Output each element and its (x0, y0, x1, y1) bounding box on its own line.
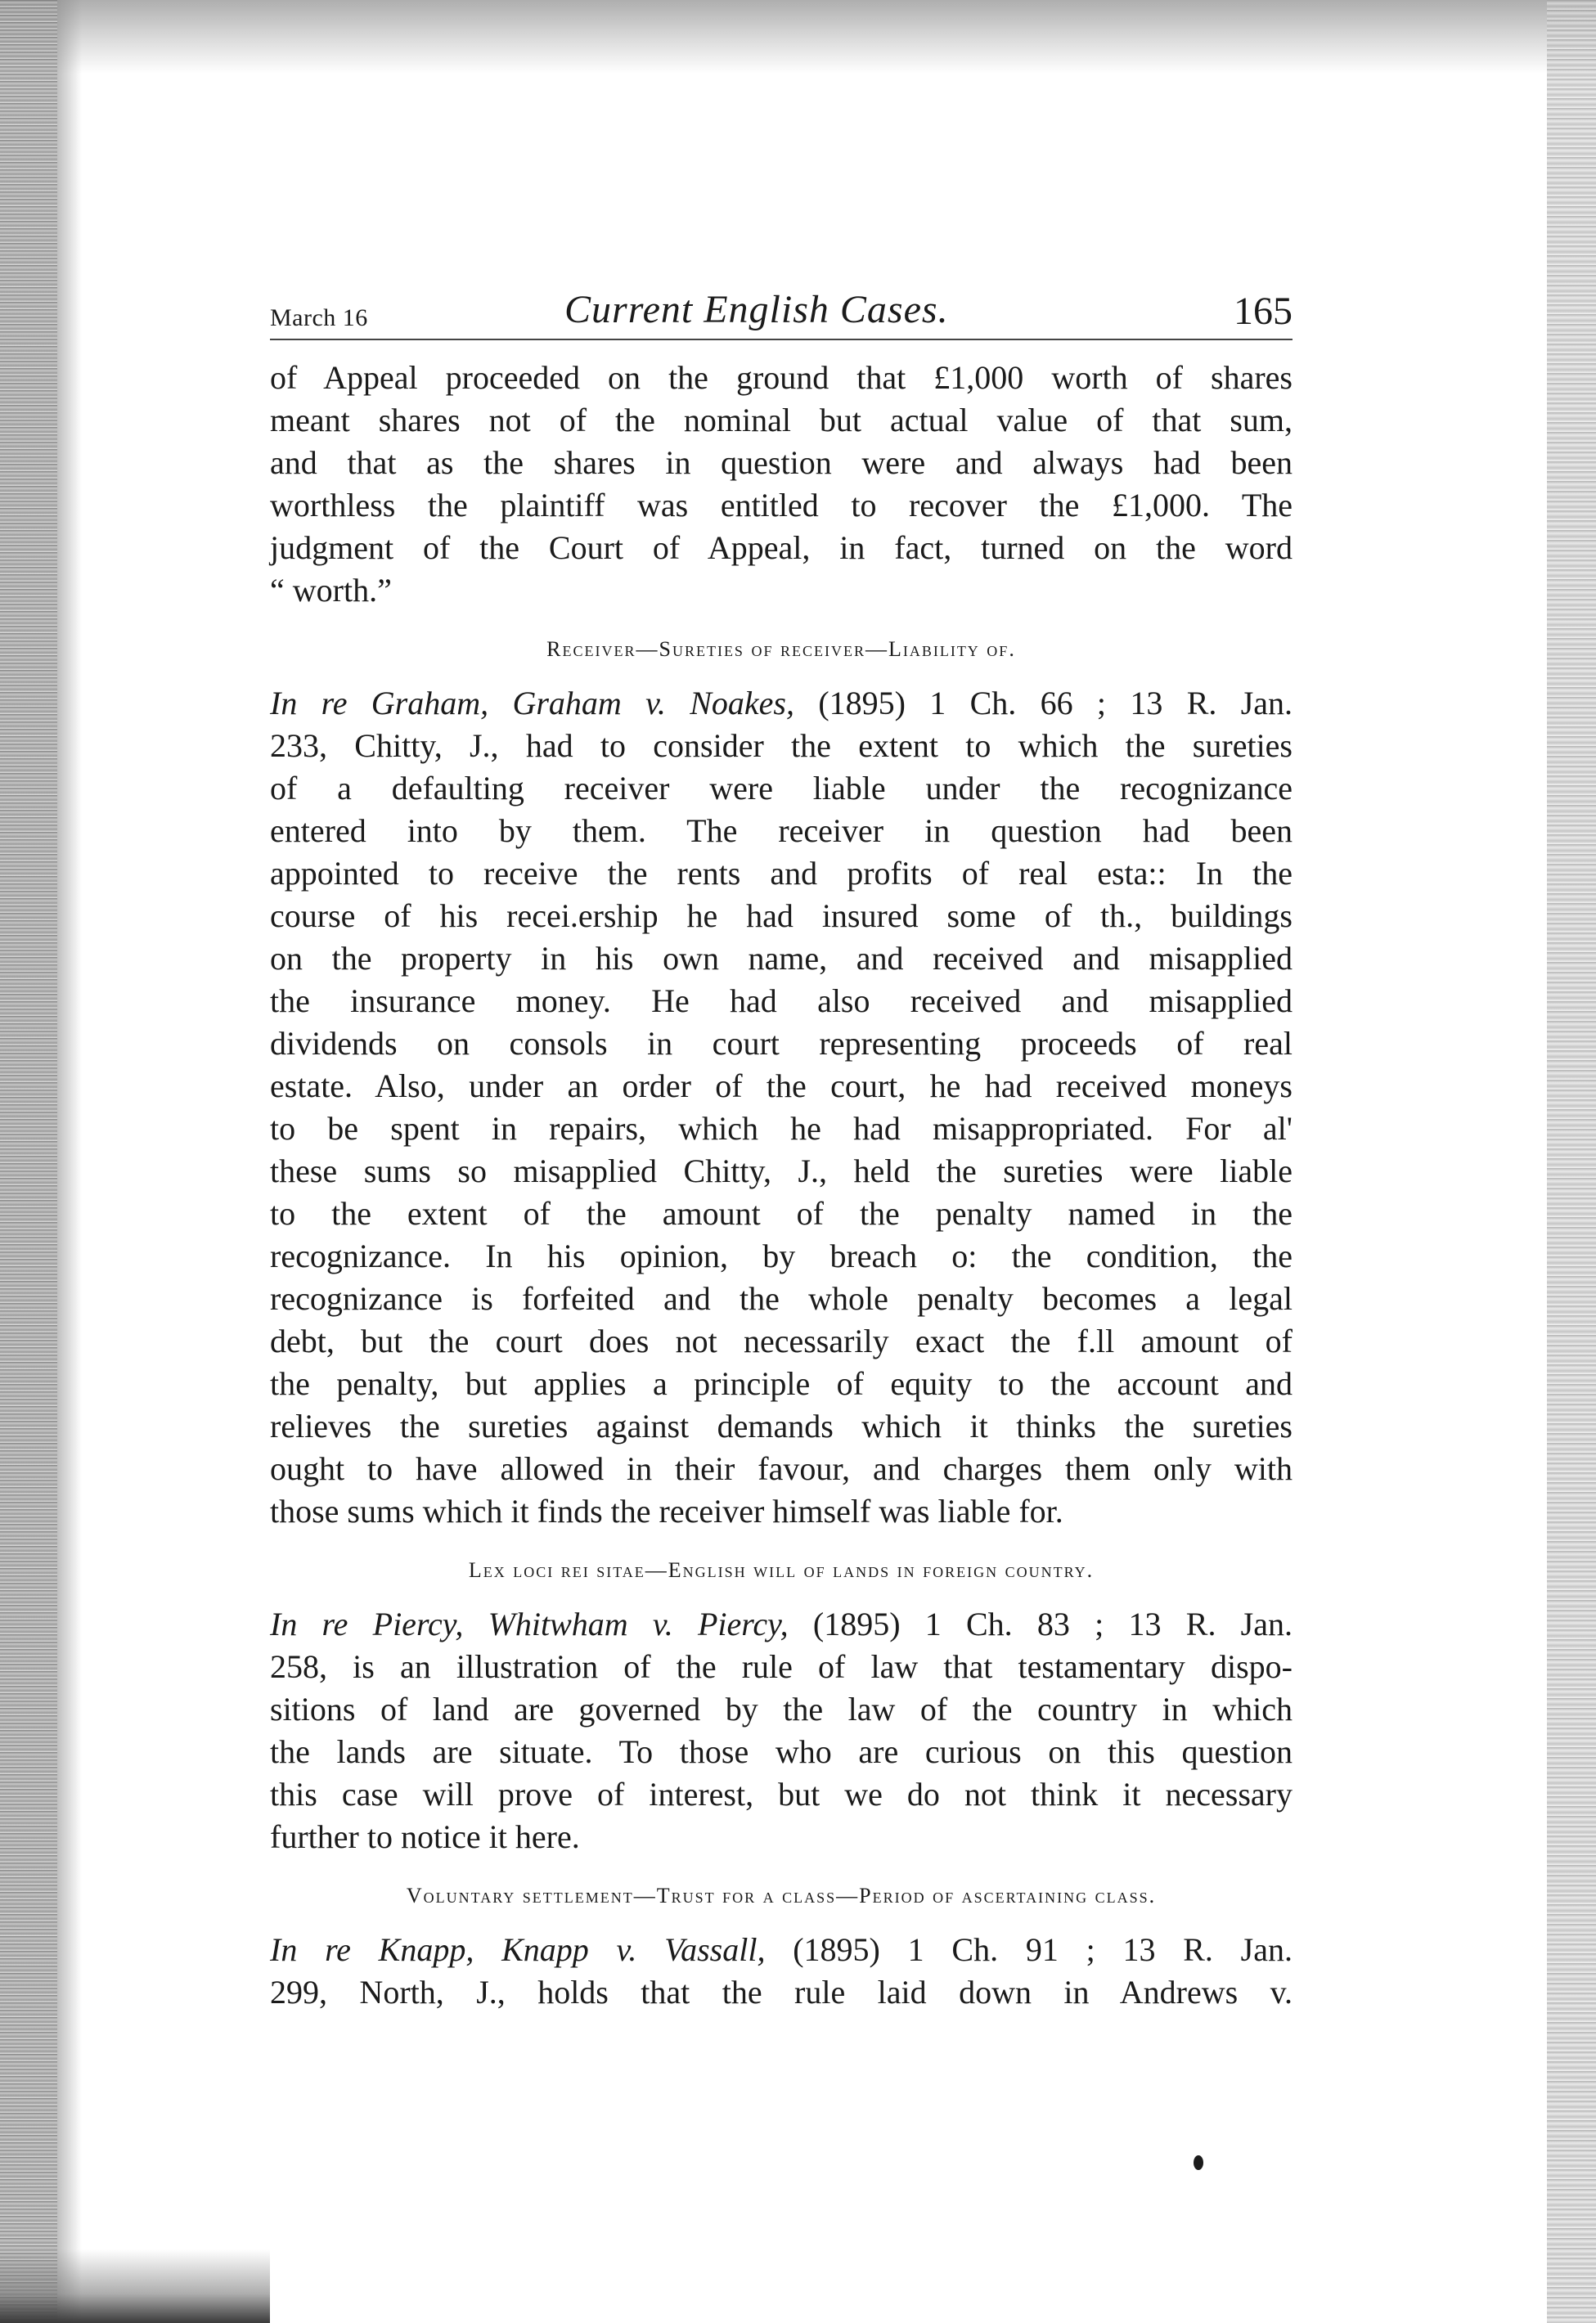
text-line: those sums which it finds the receiver himself was liable for. (270, 1493, 1063, 1530)
text-line: entered into by them. The receiver in question had been (270, 812, 1293, 849)
text-line: and that as the shares in question were and always had been (270, 444, 1293, 481)
case-name: In re Knapp, Knapp v. Vassall, (270, 1931, 766, 1968)
text-line: to the extent of the amount of the penalty named in the (270, 1195, 1293, 1232)
text-line: of Appeal proceeded on the ground that £1,000 worth of shares (270, 359, 1293, 396)
text-line: further to notice it here. (270, 1818, 580, 1855)
text-line: this case will prove of interest, but we do not think it necessary (270, 1776, 1293, 1813)
scan-right-edge (1547, 0, 1596, 2323)
text-line: these sums so misapplied Chitty, J., held the sureties were liable (270, 1153, 1293, 1189)
header-date: March 16 (270, 304, 368, 331)
text-line: 299, North, J., holds that the rule laid down in Andrews v. (270, 1974, 1293, 2011)
text-line (270, 1603, 1293, 1646)
header-title: Current English Cases. (564, 288, 949, 331)
case-name: In re Graham, Graham v. Noakes, (270, 685, 794, 721)
text-line: appointed to receive the rents and profits of real esta:: In the (270, 855, 1293, 892)
citation: (1895) 1 Ch. 91 ; 13 R. Jan. (765, 1931, 1293, 1968)
text-line: of a defaulting receiver were liable under the recognizance (270, 770, 1293, 807)
section-heading: Receiver—Sureties of receiver—Liability of. (546, 637, 1016, 661)
scan-left-edge (0, 0, 57, 2323)
text-line: “ worth.” (270, 572, 392, 609)
text-line: judgment of the Court of Appeal, in fact, turned on the word (270, 529, 1293, 566)
text-line (270, 1929, 1293, 1971)
text-line: the insurance money. He had also received and misapplied (270, 982, 1293, 1019)
case-paragraph (270, 1929, 1293, 2014)
scan-top-edge (0, 0, 1596, 74)
ink-spot (1194, 2155, 1203, 2170)
text-line: on the property in his own name, and received and misapplied (270, 940, 1293, 977)
book-page (270, 270, 1293, 2014)
text-line: worthless the plaintiff was entitled to recover the £1,000. The (270, 487, 1293, 523)
case-paragraph (270, 1603, 1293, 1858)
citation: (1895) 1 Ch. 66 ; 13 R. Jan. (794, 685, 1293, 721)
paragraph (270, 357, 1293, 612)
scan-bottom-corner (0, 2249, 270, 2323)
text-line: the penalty, but applies a principle of equity to the account and (270, 1365, 1293, 1402)
text-line: debt, but the court does not necessarily exact the f.ll amount of (270, 1323, 1293, 1359)
text-line: course of his recei.ership he had insured some of th., buildings (270, 897, 1293, 934)
text-line: recognizance. In his opinion, by breach o: the condition, the (270, 1238, 1293, 1274)
case-paragraph (270, 682, 1293, 1533)
text-line: sitions of land are governed by the law of the country in which (270, 1691, 1293, 1728)
text-line: dividends on consols in court representing proceeds of real (270, 1025, 1293, 1062)
section-heading: Lex loci rei sitae—English will of lands in foreign country. (468, 1558, 1095, 1582)
text-line: estate. Also, under an order of the court, he had received moneys (270, 1067, 1293, 1104)
text-line: 233, Chitty, J., had to consider the extent to which the sureties (270, 727, 1293, 764)
text-line: relieves the sureties against demands which it thinks the sureties (270, 1408, 1293, 1445)
text-line: meant shares not of the nominal but actual value of that sum, (270, 402, 1293, 438)
page-number: 165 (1234, 290, 1293, 333)
text-line (270, 682, 1293, 725)
text-line: to be spent in repairs, which he had misappropriated. For al' (270, 1110, 1293, 1147)
text-line: the lands are situate. To those who are curious on this question (270, 1733, 1293, 1770)
citation: (1895) 1 Ch. 83 ; 13 R. Jan. (788, 1606, 1293, 1642)
text-line: ought to have allowed in their favour, and charges them only with (270, 1450, 1293, 1487)
text-line: recognizance is forfeited and the whole penalty becomes a legal (270, 1280, 1293, 1317)
case-name: In re Piercy, Whitwham v. Piercy, (270, 1606, 789, 1642)
text-line: 258, is an illustration of the rule of law that testamentary dispo- (270, 1648, 1293, 1685)
running-header (270, 270, 1293, 340)
section-heading: Voluntary settlement—Trust for a class—Period of ascertaining class. (406, 1884, 1157, 1907)
scan-left-shadow (57, 0, 82, 2323)
